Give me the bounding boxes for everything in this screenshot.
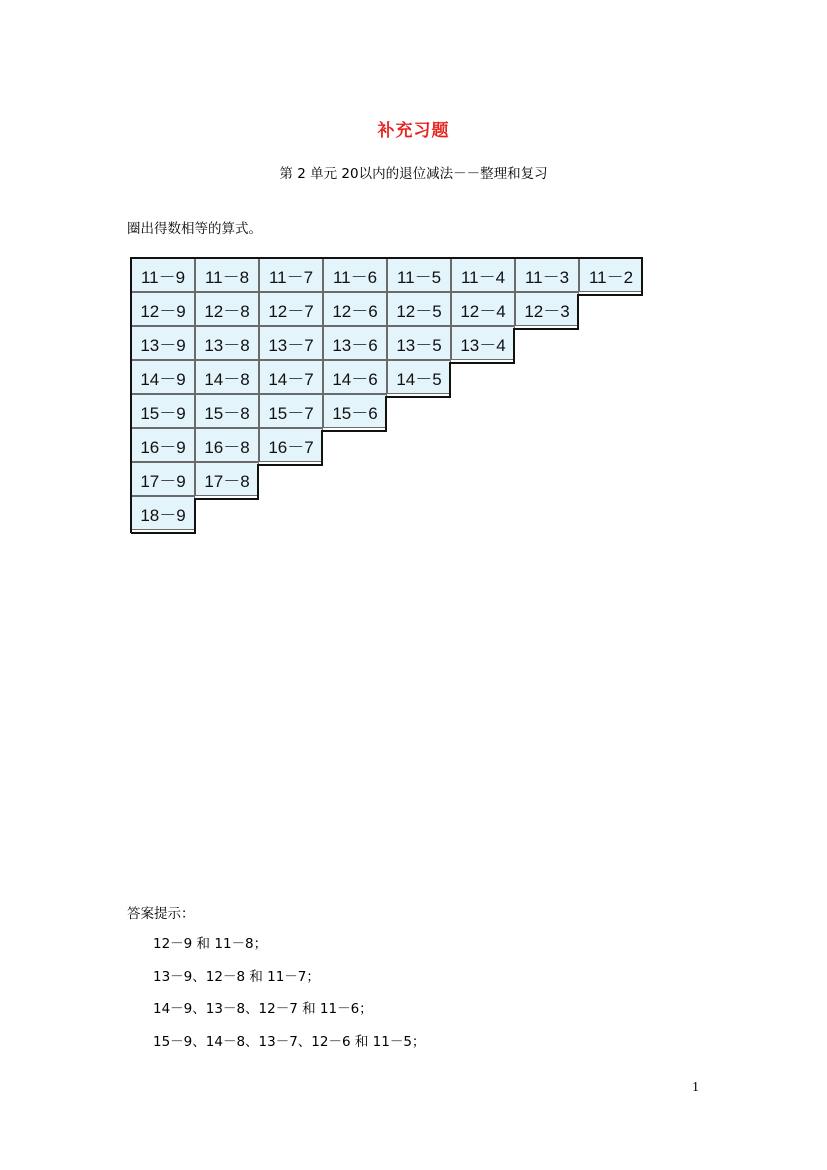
expression-cell[interactable]: 14－9 (131, 360, 195, 394)
expression-cell[interactable]: 16－7 (259, 428, 323, 462)
expression-cell[interactable]: 12－6 (323, 292, 387, 326)
unit-subtitle: 第 2 单元 20以内的退位减法－－整理和复习 (279, 166, 548, 182)
answer-line: 14－9、13－8、12－7 和 11－6； (153, 1001, 373, 1017)
expression-cell[interactable]: 15－6 (323, 394, 387, 428)
expression-cell[interactable]: 13－5 (387, 326, 451, 360)
expression-cell[interactable]: 11－6 (323, 258, 387, 292)
expression-cell[interactable]: 12－7 (259, 292, 323, 326)
expression-cell[interactable]: 16－9 (131, 428, 195, 462)
expression-cell[interactable]: 13－7 (259, 326, 323, 360)
answer-line: 13－9、12－8 和 11－7； (153, 969, 320, 985)
expression-cell[interactable]: 11－9 (131, 258, 195, 292)
expression-cell[interactable]: 12－8 (195, 292, 259, 326)
expression-cell[interactable]: 17－9 (131, 462, 195, 496)
grid-outline (130, 257, 644, 534)
expression-cell[interactable]: 12－4 (451, 292, 515, 326)
expression-cell[interactable]: 13－9 (131, 326, 195, 360)
expression-cell[interactable]: 13－4 (451, 326, 515, 360)
expression-cell[interactable]: 11－8 (195, 258, 259, 292)
expression-cell[interactable]: 11－4 (451, 258, 515, 292)
expression-cell[interactable]: 14－7 (259, 360, 323, 394)
expression-cell[interactable]: 12－5 (387, 292, 451, 326)
expression-cell[interactable]: 13－8 (195, 326, 259, 360)
expression-cell[interactable]: 14－5 (387, 360, 451, 394)
expression-cell[interactable]: 12－3 (515, 292, 579, 326)
expression-cell[interactable]: 15－9 (131, 394, 195, 428)
expression-cell[interactable]: 11－2 (579, 258, 643, 292)
expression-cell[interactable]: 15－7 (259, 394, 323, 428)
expression-cell[interactable]: 18－9 (131, 496, 195, 530)
expression-cell[interactable]: 11－7 (259, 258, 323, 292)
expression-cell[interactable]: 12－9 (131, 292, 195, 326)
expression-cell[interactable]: 13－6 (323, 326, 387, 360)
exercise-instruction: 圈出得数相等的算式。 (127, 221, 262, 237)
page-number: 1 (692, 1080, 699, 1095)
expression-cell[interactable]: 11－3 (515, 258, 579, 292)
expression-cell[interactable]: 17－8 (195, 462, 259, 496)
answer-hints-title: 答案提示： (127, 906, 195, 922)
expression-cell[interactable]: 14－8 (195, 360, 259, 394)
expression-cell[interactable]: 16－8 (195, 428, 259, 462)
expression-cell[interactable]: 15－8 (195, 394, 259, 428)
answer-line: 15－9、14－8、13－7、12－6 和 11－5； (153, 1034, 426, 1050)
answer-line: 12－9 和 11－8； (153, 936, 268, 952)
expression-cell[interactable]: 11－5 (387, 258, 451, 292)
expression-cell[interactable]: 14－6 (323, 360, 387, 394)
page-title: 补充习题 (377, 121, 450, 141)
subtraction-grid (130, 257, 644, 534)
